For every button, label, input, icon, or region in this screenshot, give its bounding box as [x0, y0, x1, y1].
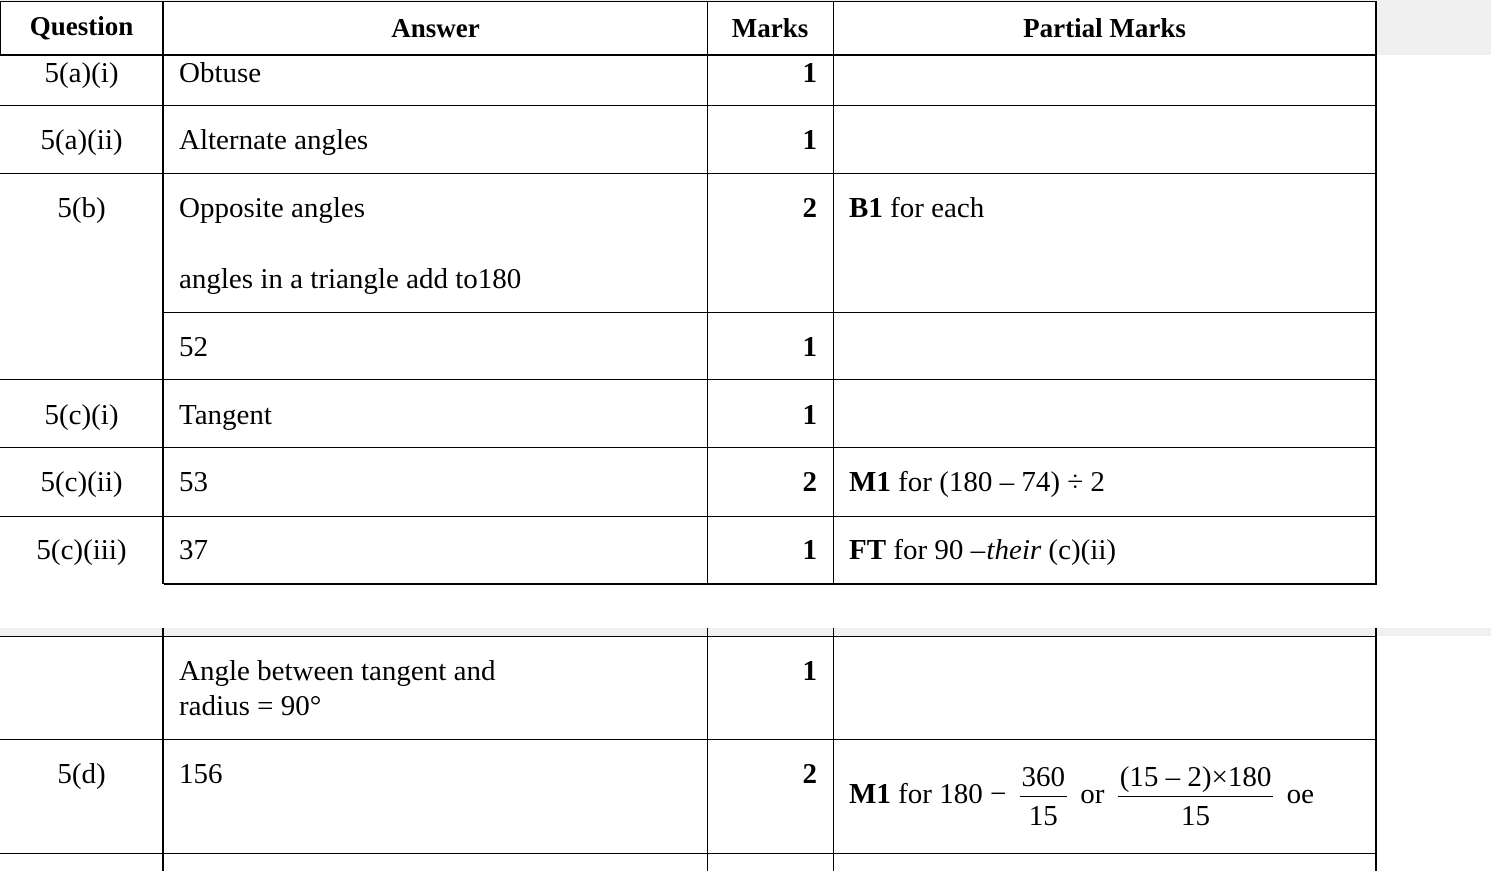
header-question: Question	[29, 11, 134, 41]
marks-cell: 1	[802, 655, 817, 687]
header-top-border	[0, 1, 1376, 2]
partial-marks-cell	[849, 534, 1116, 567]
marks-cell: 1	[802, 534, 817, 566]
fraction-polygon-formula: $\frac{(15 - 2)\times 180}{15}$	[1118, 758, 1274, 835]
mark-code: FT	[849, 534, 887, 566]
mark-code: B1	[849, 192, 883, 224]
or-text: or	[1080, 778, 1105, 811]
partial-text: for 90 –	[893, 534, 986, 566]
question-cell: 5(c)(iii)	[36, 534, 127, 566]
marks-cell: 1	[802, 331, 817, 363]
oe-text: oe	[1286, 778, 1315, 811]
marks-cell: 1	[802, 124, 817, 156]
partial-tail: (c)(ii)	[1048, 534, 1117, 566]
partial-marks-cell	[849, 192, 984, 225]
column-divider	[707, 1, 708, 584]
mark-code: M1	[849, 778, 891, 811]
marks-cell: 2	[802, 192, 817, 224]
column-divider	[707, 628, 708, 871]
partial-marks-cell	[849, 466, 1105, 499]
answer-cell: Tangent	[179, 399, 272, 431]
marks-cell: 2	[802, 466, 817, 498]
question-cell: 5(a)(i)	[44, 57, 119, 89]
partial-text: for (180 – 74) ÷ 2	[898, 466, 1105, 498]
answer-cell: 37	[179, 534, 208, 566]
header-left-border	[0, 1, 1, 55]
header-bottom-border	[0, 54, 1377, 56]
partial-text: for 180 −	[898, 778, 1007, 811]
row-border	[164, 312, 1377, 313]
column-divider	[833, 1, 834, 584]
row-border	[0, 173, 1377, 174]
answer-cell: 52	[179, 331, 208, 363]
partial-text: for each	[890, 192, 985, 224]
page-break-strip	[0, 628, 1491, 636]
question-cell: 5(c)(ii)	[40, 466, 123, 498]
column-divider	[162, 628, 164, 871]
row-border	[0, 739, 1377, 740]
answer-cell: 156	[179, 758, 223, 790]
row-border	[0, 447, 1377, 448]
answer-cell: Angle between tangent and	[179, 655, 496, 687]
question-cell: 5(d)	[57, 758, 106, 790]
question-cell: 5(c)(i)	[44, 399, 119, 431]
answer-cell: Obtuse	[179, 57, 262, 89]
table-bottom-border	[164, 583, 1377, 585]
answer-cell: angles in a triangle add to180	[179, 263, 522, 295]
row-border	[0, 379, 1377, 380]
column-divider	[833, 628, 834, 871]
answer-cell: radius = 90°	[179, 690, 322, 722]
marks-cell: 1	[802, 57, 817, 89]
question-cell: 5(a)(ii)	[40, 124, 123, 156]
question-cell: 5(b)	[57, 192, 106, 224]
row-border	[0, 105, 1377, 106]
header-answer: Answer	[391, 13, 480, 43]
row-border	[0, 853, 1377, 854]
marks-cell: 1	[802, 399, 817, 431]
answer-cell: 53	[179, 466, 208, 498]
row-border	[0, 516, 1377, 517]
table-right-border	[1375, 1, 1377, 585]
mark-code: M1	[849, 466, 891, 498]
header-partial-marks: Partial Marks	[1023, 13, 1186, 43]
row-border	[0, 636, 1377, 637]
marks-cell: 2	[802, 758, 817, 790]
table-right-border	[1375, 628, 1377, 871]
answer-cell: Alternate angles	[179, 124, 369, 156]
partial-marks-formula	[849, 758, 1314, 835]
answer-cell: Opposite angles	[179, 192, 366, 224]
fraction-360-over-15: $\frac{360}{15}$	[1020, 758, 1068, 835]
partial-italic: their	[986, 534, 1042, 566]
header-marks: Marks	[731, 13, 809, 43]
